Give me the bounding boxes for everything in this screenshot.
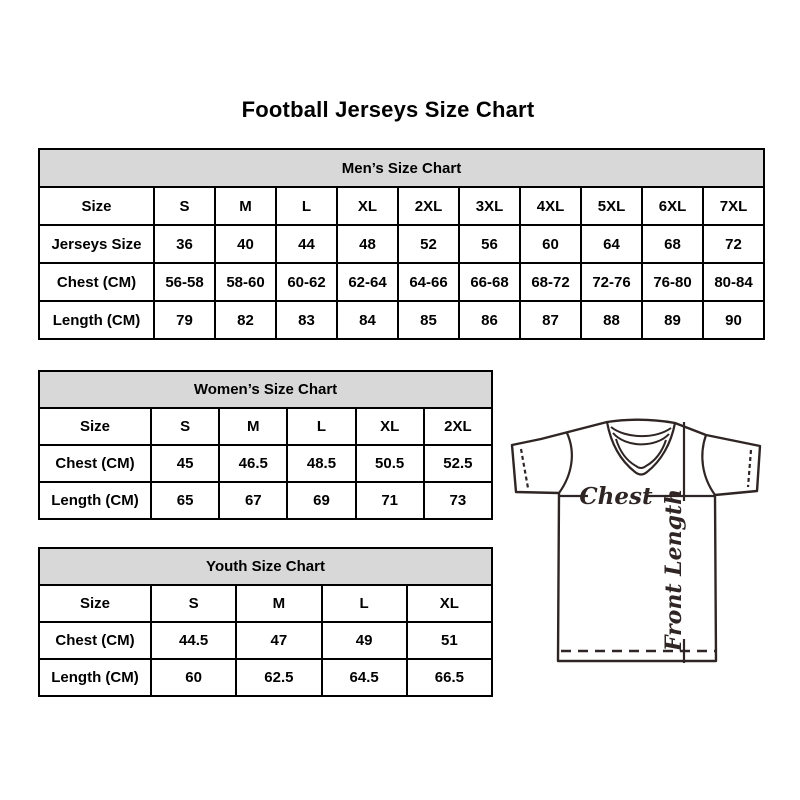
table-row [39,187,764,225]
value-cell: 3XL [459,187,520,225]
value-cell: XL [337,187,398,225]
table-header-row [39,149,764,187]
value-cell: 82 [215,301,276,339]
value-cell: 2XL [424,408,492,445]
row-label-cell: Chest (CM) [39,622,151,659]
front-length-label: Front Length [661,488,687,652]
value-cell: 64-66 [398,263,459,301]
row-label-cell: Length (CM) [39,659,151,696]
table-row [39,482,492,519]
womens-size-chart-table [38,370,493,520]
table-title: Men’s Size Chart [39,149,764,187]
value-cell: 60-62 [276,263,337,301]
value-cell: 66-68 [459,263,520,301]
value-cell: 62-64 [337,263,398,301]
row-label-cell: Chest (CM) [39,445,151,482]
table-header-row [39,371,492,408]
value-cell: 68-72 [520,263,581,301]
value-cell: 88 [581,301,642,339]
mens-size-chart-table [38,148,765,340]
value-cell: 48.5 [287,445,355,482]
value-cell: 50.5 [356,445,424,482]
value-cell: 69 [287,482,355,519]
value-cell: XL [356,408,424,445]
value-cell: 71 [356,482,424,519]
value-cell: 49 [322,622,407,659]
value-cell: 2XL [398,187,459,225]
value-cell: 66.5 [407,659,492,696]
value-cell: 46.5 [219,445,287,482]
table-header-row [39,548,492,585]
value-cell: 76-80 [642,263,703,301]
table-row [39,263,764,301]
value-cell: 86 [459,301,520,339]
table-row [39,445,492,482]
value-cell: 51 [407,622,492,659]
table-row [39,659,492,696]
value-cell: 45 [151,445,219,482]
value-cell: L [322,585,407,622]
value-cell: 67 [219,482,287,519]
table-title: Women’s Size Chart [39,371,492,408]
value-cell: 85 [398,301,459,339]
value-cell: 40 [215,225,276,263]
value-cell: 87 [520,301,581,339]
jersey-measurement-diagram [504,413,776,669]
value-cell: XL [407,585,492,622]
value-cell: 7XL [703,187,764,225]
value-cell: 5XL [581,187,642,225]
value-cell: 72 [703,225,764,263]
value-cell: 52.5 [424,445,492,482]
table-row [39,622,492,659]
chest-label: Chest [579,483,653,510]
value-cell: 56 [459,225,520,263]
table-title: Youth Size Chart [39,548,492,585]
value-cell: L [287,408,355,445]
row-label-cell: Jerseys Size [39,225,154,263]
value-cell: M [236,585,321,622]
row-label-cell: Size [39,585,151,622]
value-cell: L [276,187,337,225]
value-cell: 64 [581,225,642,263]
value-cell: M [219,408,287,445]
jersey-outline [512,420,760,661]
table-row [39,225,764,263]
value-cell: 44.5 [151,622,236,659]
value-cell: 79 [154,301,215,339]
value-cell: 56-58 [154,263,215,301]
value-cell: 89 [642,301,703,339]
table-row [39,408,492,445]
value-cell: 83 [276,301,337,339]
value-cell: 84 [337,301,398,339]
value-cell: 62.5 [236,659,321,696]
value-cell: 6XL [642,187,703,225]
value-cell: 4XL [520,187,581,225]
row-label-cell: Size [39,187,154,225]
value-cell: 73 [424,482,492,519]
value-cell: 48 [337,225,398,263]
value-cell: S [154,187,215,225]
youth-size-chart-table [38,547,493,697]
row-label-cell: Size [39,408,151,445]
value-cell: S [151,408,219,445]
value-cell: 72-76 [581,263,642,301]
value-cell: 52 [398,225,459,263]
value-cell: 68 [642,225,703,263]
row-label-cell: Chest (CM) [39,263,154,301]
page-title: Football Jerseys Size Chart [241,97,535,122]
value-cell: 90 [703,301,764,339]
value-cell: 60 [520,225,581,263]
table-row [39,585,492,622]
value-cell: 44 [276,225,337,263]
value-cell: S [151,585,236,622]
row-label-cell: Length (CM) [39,482,151,519]
value-cell: M [215,187,276,225]
value-cell: 80-84 [703,263,764,301]
value-cell: 58-60 [215,263,276,301]
row-label-cell: Length (CM) [39,301,154,339]
value-cell: 36 [154,225,215,263]
value-cell: 60 [151,659,236,696]
value-cell: 65 [151,482,219,519]
value-cell: 47 [236,622,321,659]
value-cell: 64.5 [322,659,407,696]
table-row [39,301,764,339]
